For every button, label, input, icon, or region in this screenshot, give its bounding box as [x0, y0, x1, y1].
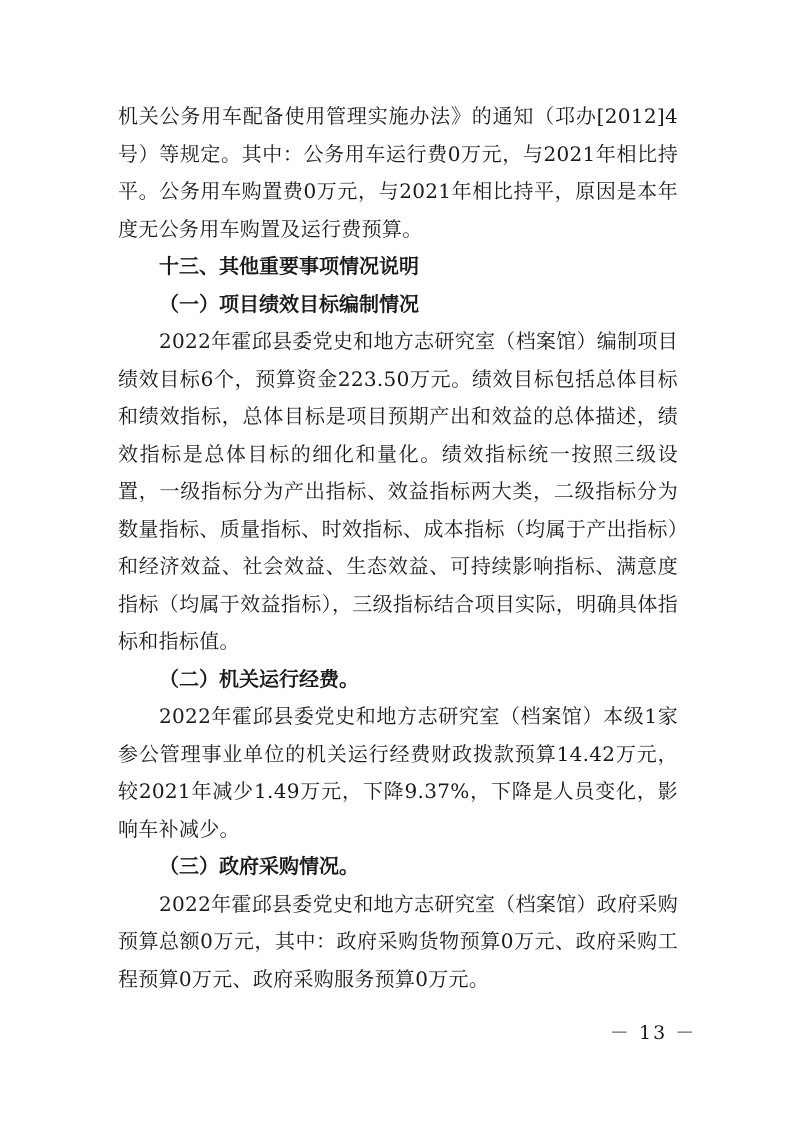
paragraph-operating-expenses: 2022年霍邱县委党史和地方志研究室（档案馆）本级1家参公管理事业单位的机关运行经费财政拨款预算14.42万元，较2021年减少1.49万元，下降9.37%，下降是人员变化，影响车补减少。 — [118, 704, 678, 841]
paragraph-procurement: 2022年霍邱县委党史和地方志研究室（档案馆）政府采购预算总额0万元，其中：政府采购货物预算0万元、政府采购工程预算0万元、政府采购服务预算0万元。 — [118, 891, 678, 991]
subheading-procurement: （三）政府采购情况。 — [159, 854, 359, 878]
page-body — [118, 98, 678, 998]
subheading-performance-goals: （一）项目绩效目标编制情况 — [159, 291, 419, 316]
subheading-operating-expenses: （二）机关运行经费。 — [159, 666, 359, 691]
page-number: － 13 － — [610, 1022, 697, 1044]
paragraph-vehicle-costs: 机关公务用车配备使用管理实施办法》的通知（邛办[2012]4号）等规定。其中：公务用车运行费0万元，与2021年相比持平。公务用车购置费0万元，与2021年相比持平，原因是本年度无公务用车购置及运行费预算。 — [118, 104, 678, 241]
section-heading-13: 十三、其他重要事项情况说明 — [159, 254, 419, 278]
paragraph-performance-goals: 2022年霍邱县委党史和地方志研究室（档案馆）编制项目绩效目标6个，预算资金223.50万元。绩效目标包括总体目标和绩效指标，总体目标是项目预期产出和效益的总体描述，绩效指标是总体目标的细化和量化。绩效指标统一按照三级设置，一级指标分为产出指标、效益指标两大类，二级指标分为数量指标、质量指标、时效指标、成本指标（均属于产出指标）和经济效益、社会效益、生态效益、可持续影响指标、满意度指标（均属于效益指标），三级指标结合项目实际，明确具体指标和指标值。 — [118, 329, 678, 653]
